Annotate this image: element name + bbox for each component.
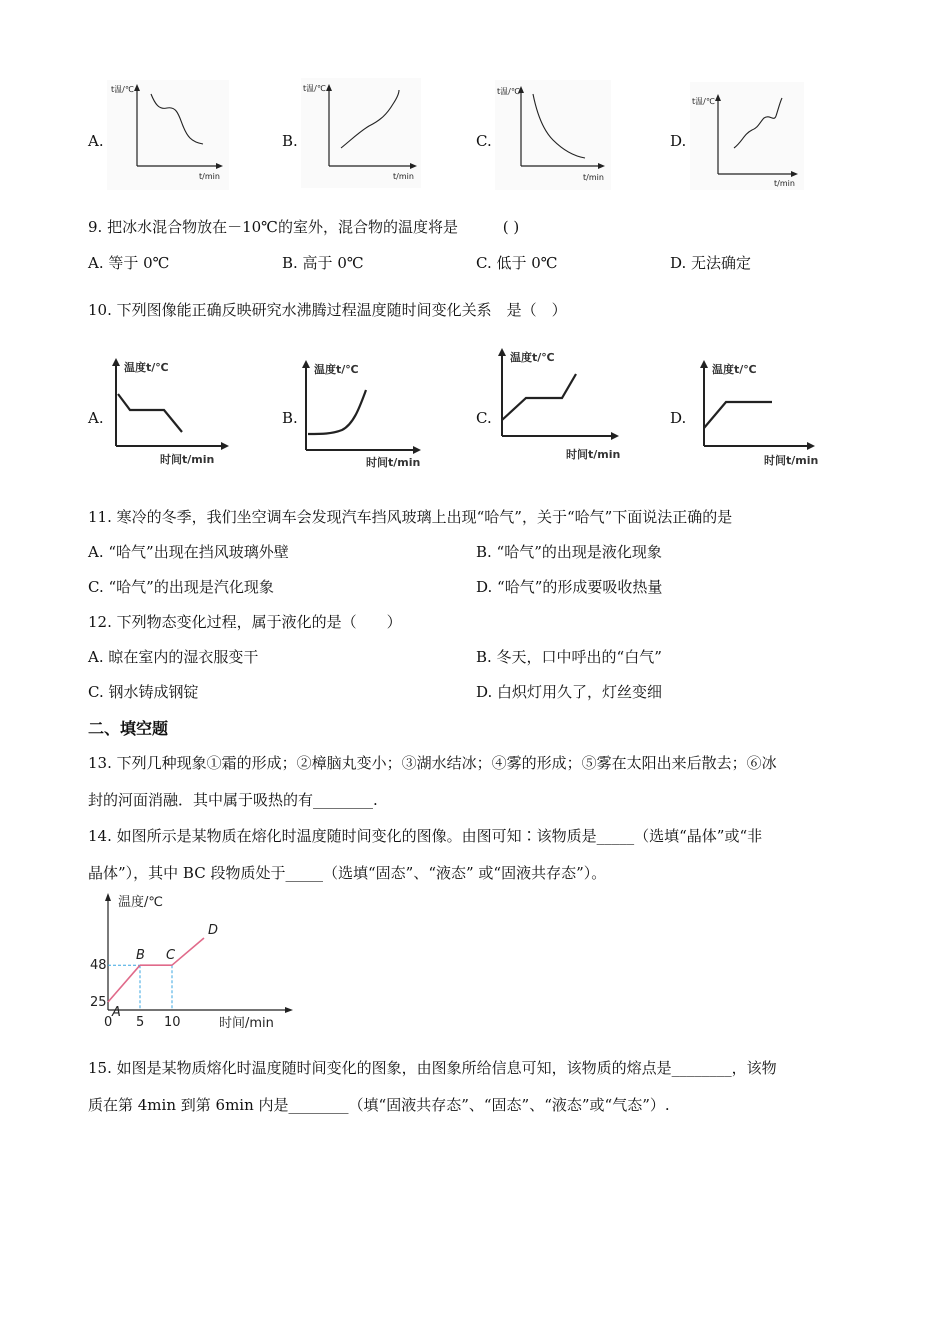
q9-option-c: C. 低于 0℃ — [476, 254, 558, 272]
chart-x-tick-label: 0 — [104, 1015, 113, 1030]
q8-c-xlabel: t/min — [583, 173, 604, 182]
q8-graph-b — [301, 78, 421, 188]
q14-line2: 晶体”），其中 BC 段物质处于_____（选填“固态”、“液态” 或“固液共存态”）。 — [88, 864, 607, 882]
q13-line1: 13. 下列几种现象①霜的形成；②樟脑丸变小；③湖水结冰；④雾的形成；⑤雾在太阳出来后散去；⑥冰 — [88, 754, 777, 772]
q11-option-a: A. “哈气”出现在挡风玻璃外壁 — [88, 543, 289, 561]
q9-option-a: A. 等于 0℃ — [88, 254, 170, 272]
q8-a-xlabel: t/min — [199, 172, 220, 181]
chart-point-label-c: C — [166, 948, 176, 964]
q12-stem: 12. 下列物态变化过程，属于液化的是（ ） — [88, 613, 402, 631]
q10-graph-c — [496, 346, 632, 462]
q9-stem — [88, 216, 519, 237]
q10-d-ylabel: 温度t/℃ — [712, 363, 757, 376]
q9-bracket: ( ) — [502, 218, 520, 236]
chart-y-arrow — [105, 893, 111, 901]
q11-option-d: D. “哈气”的形成要吸收热量 — [476, 578, 663, 596]
chart-x-tick-label: 10 — [164, 1015, 181, 1030]
chart-series-segment — [172, 938, 204, 965]
q10-option-c-label: C. — [476, 409, 492, 427]
q8-d-ylabel: t温/℃ — [692, 97, 715, 106]
chart-xlabel: 时间/min — [219, 1016, 274, 1031]
q10-option-d-label: D. — [670, 409, 687, 427]
q10-c-xlabel: 时间t/min — [566, 448, 621, 461]
q10-c-ylabel: 温度t/℃ — [510, 351, 555, 364]
q13-line2: 封的河面消融．其中属于吸热的有________. — [88, 791, 378, 809]
q10-graph-a — [108, 356, 238, 468]
q8-c-ylabel: t温/℃ — [497, 87, 520, 96]
q9-option-b: B. 高于 0℃ — [282, 254, 364, 272]
q12-option-b: B. 冬天，口中呼出的“白气” — [476, 648, 662, 666]
chart-point-label-d: D — [208, 923, 219, 938]
q10-b-xlabel: 时间t/min — [366, 456, 421, 469]
q9-option-d: D. 无法确定 — [670, 254, 752, 272]
q10-option-b-label: B. — [282, 409, 298, 427]
q12-option-a: A. 晾在室内的湿衣服变干 — [88, 648, 259, 666]
q10-d-xlabel: 时间t/min — [764, 454, 819, 467]
q14-line1: 14. 如图所示是某物质在熔化时温度随时间变化的图像。由图可知∶该物质是_____（选填“晶体”或“非 — [88, 827, 763, 845]
q8-option-d-label: D. — [670, 132, 687, 150]
q12-option-d: D. 白炽灯用久了，灯丝变细 — [476, 683, 663, 701]
q10-a-ylabel: 温度t/℃ — [124, 361, 169, 374]
chart-y-tick-label: 25 — [90, 995, 107, 1010]
q11-option-b: B. “哈气”的出现是液化现象 — [476, 543, 662, 561]
q8-option-c-label: C. — [476, 132, 492, 150]
q15-line2: 质在第 4min 到第 6min 内是________（填“固液共存态”、“固态”、“液态”或“气态”）. — [88, 1096, 670, 1114]
q10-stem: 10. 下列图像能正确反映研究水沸腾过程温度随时间变化关系 是（ ） — [88, 301, 567, 319]
q11-stem: 11. 寒冷的冬季，我们坐空调车会发现汽车挡风玻璃上出现“哈气”，关于“哈气”下面说法正确的是 — [88, 508, 733, 526]
chart-point-label-b: B — [136, 948, 145, 964]
q8-graph-d — [690, 82, 804, 190]
q10-option-a-label: A. — [88, 409, 104, 427]
q14-melting-chart — [84, 890, 304, 1036]
q8-b-ylabel: t温/℃ — [303, 84, 326, 93]
section-heading-fill-blank: 二、填空题 — [88, 719, 169, 738]
q8-graph-a — [107, 80, 229, 190]
q10-a-xlabel: 时间t/min — [160, 453, 215, 466]
q8-a-ylabel: t温/℃ — [111, 85, 134, 94]
chart-x-tick-label: 5 — [136, 1015, 145, 1030]
q8-d-xlabel: t/min — [774, 179, 795, 188]
q11-option-c: C. “哈气”的出现是汽化现象 — [88, 578, 274, 596]
q10-b-ylabel: 温度t/℃ — [314, 363, 359, 376]
chart-ylabel: 温度/℃ — [118, 895, 163, 910]
q15-line1: 15. 如图是某物质熔化时温度随时间变化的图象，由图象所给信息可知，该物质的熔点是________，该物 — [88, 1059, 777, 1077]
chart-point-label-a: A — [112, 1005, 121, 1020]
q8-b-xlabel: t/min — [393, 172, 414, 181]
q8-option-b-label: B. — [282, 132, 298, 150]
q9-stem-text: 9. 把冰水混合物放在－10℃的室外，混合物的温度将是 — [88, 218, 458, 236]
chart-x-arrow — [285, 1007, 293, 1013]
q8-graph-c — [495, 80, 611, 190]
chart-series-segment — [108, 965, 140, 1002]
q10-graph-d — [698, 358, 828, 470]
q10-graph-b — [300, 358, 430, 470]
q12-option-c: C. 钢水铸成钢锭 — [88, 683, 199, 701]
chart-y-tick-label: 48 — [90, 958, 107, 974]
q8-option-a-label: A. — [88, 132, 104, 150]
